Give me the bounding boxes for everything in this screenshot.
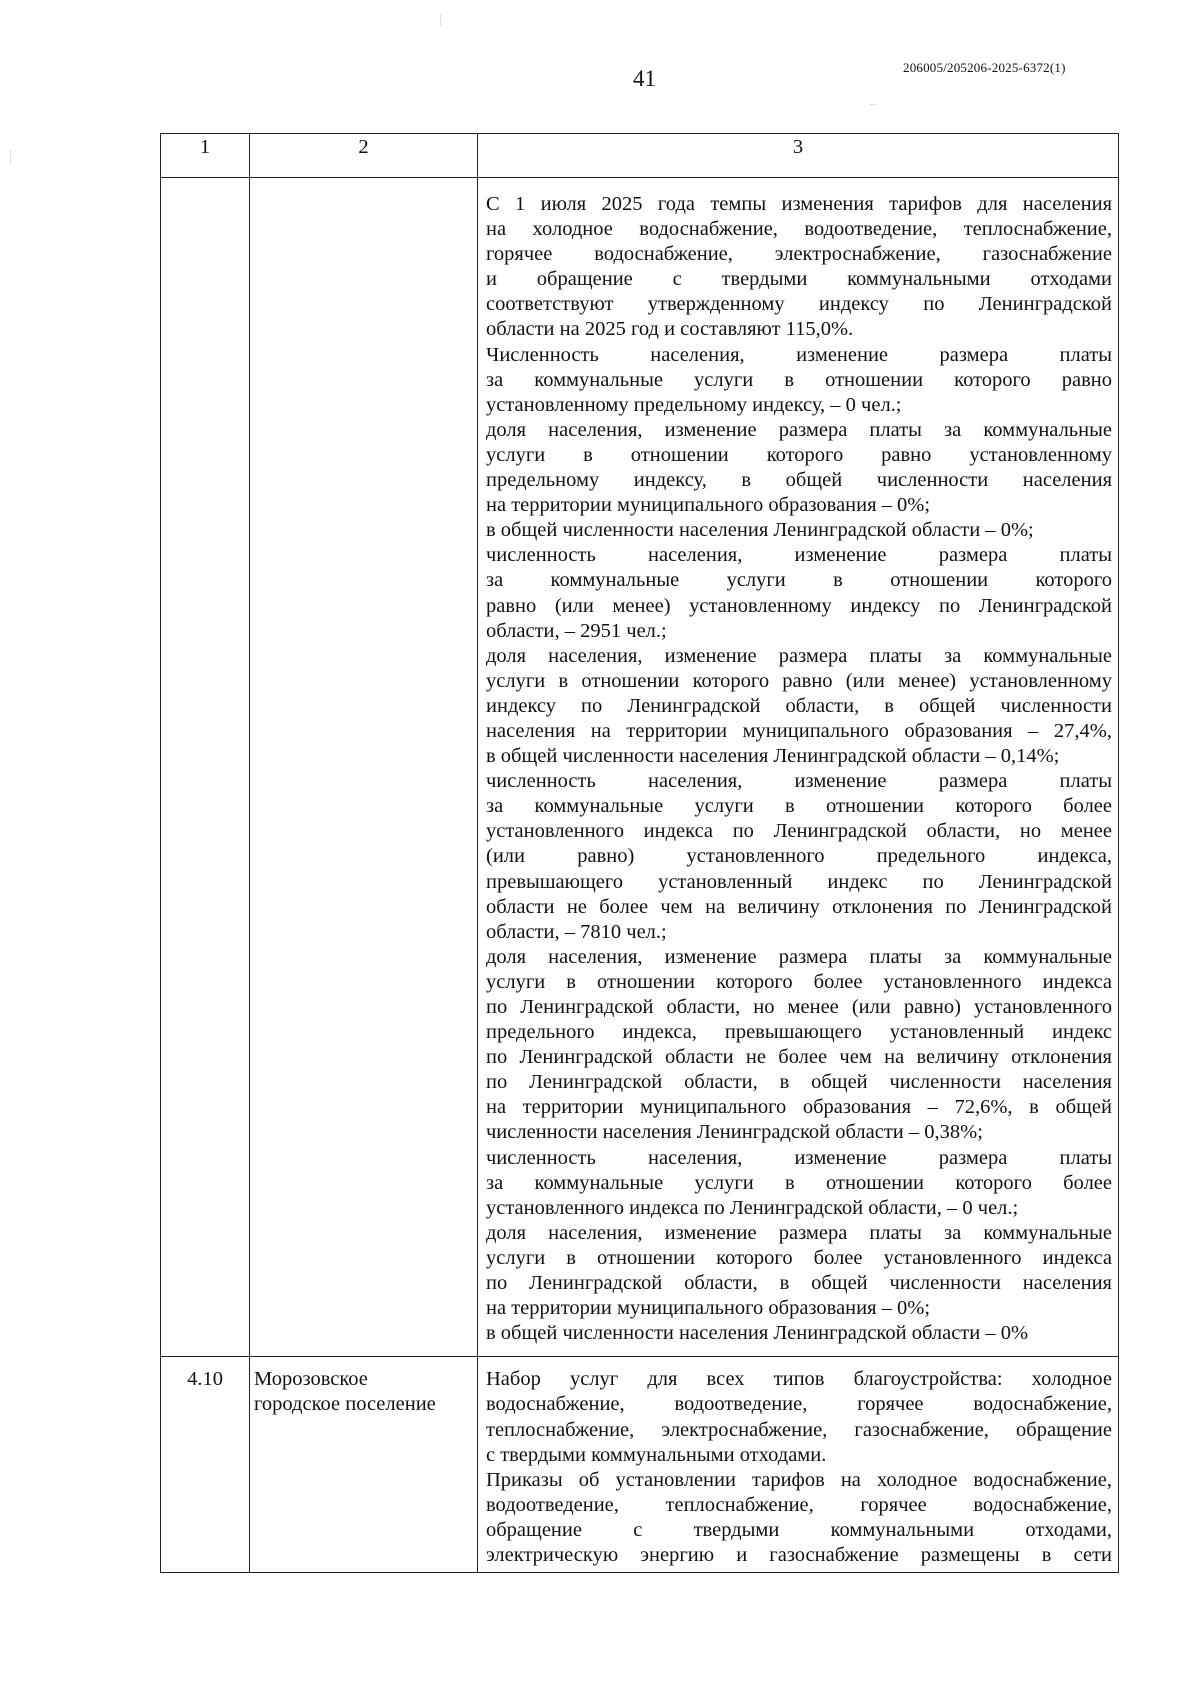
text-line: области на 2025 год и составляют 115,0%. (486, 318, 854, 341)
description-cell (478, 1357, 1119, 1573)
text-line: области, – 2951 чел.; (486, 619, 667, 642)
text-line: обращение с твердыми коммунальными отходами, (486, 1518, 1112, 1541)
text-line: по Ленинградской области, в общей численности населения (486, 1071, 1112, 1094)
text-line: на холодное водоснабжение, водоотведение, теплоснабжение, (486, 218, 1112, 241)
text-line: на территории муниципального образования – 0%; (486, 1297, 931, 1320)
document-table (160, 133, 1119, 1573)
text-line: за коммунальные услуги в отношении которого равно (486, 368, 1112, 391)
text-line: области, – 7810 чел.; (486, 920, 667, 943)
column-header-1: 1 (161, 134, 250, 178)
text-line: соответствуют утвержденному индексу по Ленинградской (486, 293, 1112, 316)
table-header-row (161, 134, 1119, 178)
text-line: численность населения, изменение размера платы (486, 770, 1112, 793)
text-line: установленного индекса по Ленинградской области, – 0 чел.; (486, 1196, 1019, 1219)
municipality-name-cell (250, 1357, 478, 1573)
text-line: населения на территории муниципального образования – 27,4%, (486, 719, 1112, 742)
text-line: превышающего установленный индекс по Ленинградской (486, 870, 1112, 893)
text-line: равно (или менее) установленному индексу по Ленинградской (486, 594, 1112, 617)
text-line: доля населения, изменение размера платы за коммунальные (486, 1221, 1112, 1244)
text-line: области не более чем на величину отклонения по Ленинградской (486, 895, 1112, 918)
text-line: индексу по Ленинградской области, в общей численности (486, 694, 1112, 717)
text-line: доля населения, изменение размера платы за коммунальные (486, 644, 1112, 667)
text-line: в общей численности населения Ленинградской области – 0,14%; (486, 745, 1060, 768)
scan-mark-top (440, 14, 441, 26)
column-header-3: 3 (478, 134, 1119, 178)
municipality-name-line: Морозовское (254, 1368, 368, 1391)
document-code: 206005/205206-2025-6372(1) (903, 60, 1066, 75)
text-line: за коммунальные услуги в отношении которого (486, 569, 1112, 592)
text-line: С 1 июля 2025 года темпы изменения тарифов для населения (486, 193, 1112, 215)
column-header-2: 2 (250, 134, 478, 178)
text-line: услуги в отношении которого равно (или менее) установленному (486, 669, 1112, 692)
text-line: установленного индекса по Ленинградской области, но менее (486, 820, 1112, 843)
text-line: в общей численности населения Ленинградской области – 0%; (486, 519, 1034, 542)
table-row (161, 178, 1119, 1357)
page-number: 41 (633, 66, 656, 91)
row-number-cell (161, 178, 250, 1357)
text-line: услуги в отношении которого равно установленному (486, 443, 1112, 466)
text-line: (или равно) установленного предельного индекса, (486, 845, 1112, 868)
text-line: горячее водоснабжение, электроснабжение, газоснабжение (486, 243, 1112, 266)
municipality-name-cell (250, 178, 478, 1357)
text-line: теплоснабжение, электроснабжение, газоснабжение, обращение (486, 1418, 1112, 1441)
text-line: на территории муниципального образования – 72,6%, в общей (486, 1096, 1112, 1119)
text-line: Численность населения, изменение размера платы (486, 343, 1112, 366)
table-row (161, 1357, 1119, 1573)
text-line: Набор услуг для всех типов благоустройства: холодное (486, 1368, 1112, 1391)
text-line: по Ленинградской области, но менее (или равно) установленного (486, 996, 1112, 1018)
text-line: услуги в отношении которого более установленного индекса (486, 1246, 1112, 1269)
text-line: доля населения, изменение размера платы за коммунальные (486, 945, 1112, 968)
text-line: численность населения, изменение размера платы (486, 1146, 1112, 1169)
text-line: с твердыми коммунальными отходами. (486, 1443, 827, 1466)
text-line: по Ленинградской области не более чем на величину отклонения (486, 1046, 1112, 1069)
row-number-cell: 4.10 (161, 1357, 250, 1573)
text-line: водоснабжение, водоотведение, горячее водоснабжение, (486, 1393, 1112, 1416)
text-line: численность населения, изменение размера платы (486, 544, 1112, 567)
text-line: и обращение с твердыми коммунальными отходами (486, 268, 1112, 291)
text-line: установленному предельному индексу, – 0 чел.; (486, 393, 902, 416)
text-line: Приказы об установлении тарифов на холодное водоснабжение, (486, 1468, 1112, 1491)
scan-mark-left (10, 150, 11, 164)
scan-mark-top-right (870, 104, 876, 105)
text-line: на территории муниципального образования – 0%; (486, 494, 931, 517)
text-line: по Ленинградской области, в общей численности населения (486, 1272, 1112, 1295)
text-line: в общей численности населения Ленинградской области – 0% (486, 1322, 1029, 1345)
text-line: водоотведение, теплоснабжение, горячее водоснабжение, (486, 1493, 1112, 1516)
description-cell (478, 178, 1119, 1357)
text-line: электрическую энергию и газоснабжение размещены в сети (486, 1543, 1112, 1566)
text-line: за коммунальные услуги в отношении которого более (486, 1171, 1112, 1194)
text-line: предельного индекса, превышающего установленный индекс (486, 1021, 1112, 1044)
text-line: численности населения Ленинградской области – 0,38%; (486, 1121, 983, 1144)
text-line: за коммунальные услуги в отношении которого более (486, 795, 1112, 818)
text-line: доля населения, изменение размера платы за коммунальные (486, 418, 1112, 441)
municipality-name-line: городское поселение (254, 1393, 436, 1416)
text-line: услуги в отношении которого более установленного индекса (486, 970, 1112, 993)
text-line: предельному индексу, в общей численности населения (486, 469, 1112, 492)
